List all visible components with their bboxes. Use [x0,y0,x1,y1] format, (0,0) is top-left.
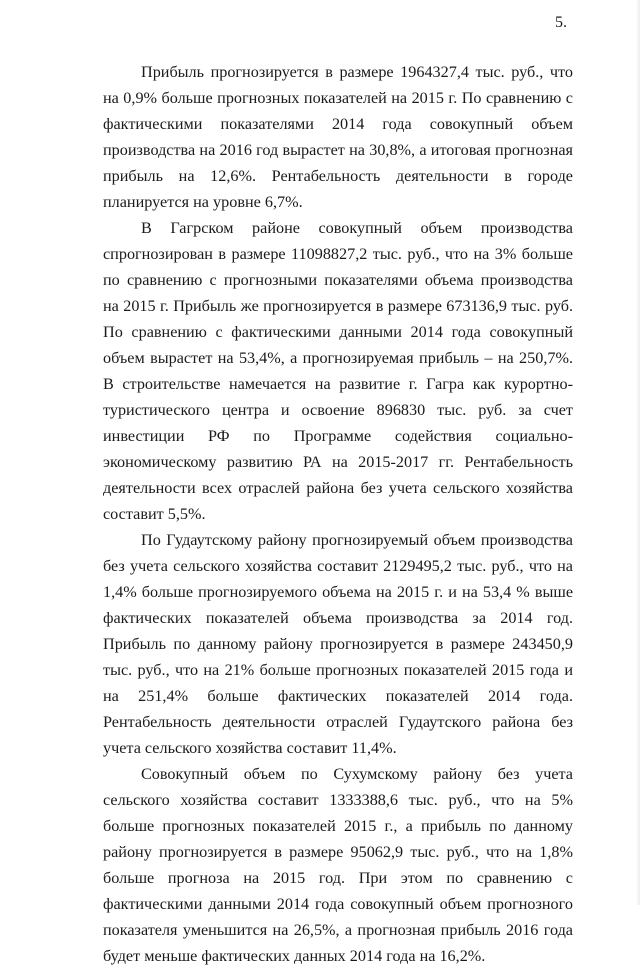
page-number: 5. [555,14,567,31]
page-edge [636,0,640,905]
paragraph-city-profit: Прибыль прогнозируется в размере 1964327,4 тыс. руб., что на 0,9% больше прогнозных показателей на 2015 г. По сравнению с фактическими показателями 2014 года совокупный объем производства на 2016 год вырастет на 30,8%, а итоговая прогнозная прибыль на 12,6%. Рентабельность деятельности в городе планируется на уровне 6,7%. [103,63,573,211]
paragraph-gudauta-district: По Гудаутскому району прогнозируемый объем производства без учета сельского хозяйства составит 2129495,2 тыс. руб., что на 1,4% больше прогнозируемого объема на 2015 г. и на 53,4 % выше фактических показателей объема производства за 2014 год. Прибыль по данному району прогнозируется в размере 243450,9 тыс. руб., что на 21% больше прогнозных показателей 2015 года и на 251,4% больше фактических показателей 2014 года. Рентабельность деятельности отраслей Гудаутского района без учета сельского хозяйства составит 11,4%. [103,531,573,757]
paragraph-sukhum-district: Совокупный объем по Сухумскому району без учета сельского хозяйства составит 1333388,6 тыс. руб., что на 5% больше прогнозных показателей 2015 г., а прибыль по данному району прогнозируется в размере 95062,9 тыс. руб., что на 1,8% больше прогноза на 2015 год. При этом по сравнению с фактическими данными 2014 года совокупный объем прогнозного показателя уменьшится на 26,5%, а прогнозная прибыль 2016 года будет меньше фактических данных 2014 года на 16,2%. [103,765,573,965]
document-body [103,59,573,969]
paragraph-gagra-district: В Гагрском районе совокупный объем производства спрогнозирован в размере 11098827,2 тыс. руб., что на 3% больше по сравнению с прогнозными показателями объема производства на 2015 г. Прибыль же прогнозируется в размере 673136,9 тыс. руб. По сравнению с фактическими данными 2014 года совокупный объем вырастет на 53,4%, а прогнозируемая прибыль – на 250,7%. В строительстве намечается на развитие г. Гагра как курортно-туристического центра и освоение 896830 тыс. руб. за счет инвестиции РФ по Программе содействия социально-экономическому развитию РА на 2015-2017 гг. Рентабельность деятельности всех отраслей района без учета сельского хозяйства составит 5,5%. [103,219,573,523]
